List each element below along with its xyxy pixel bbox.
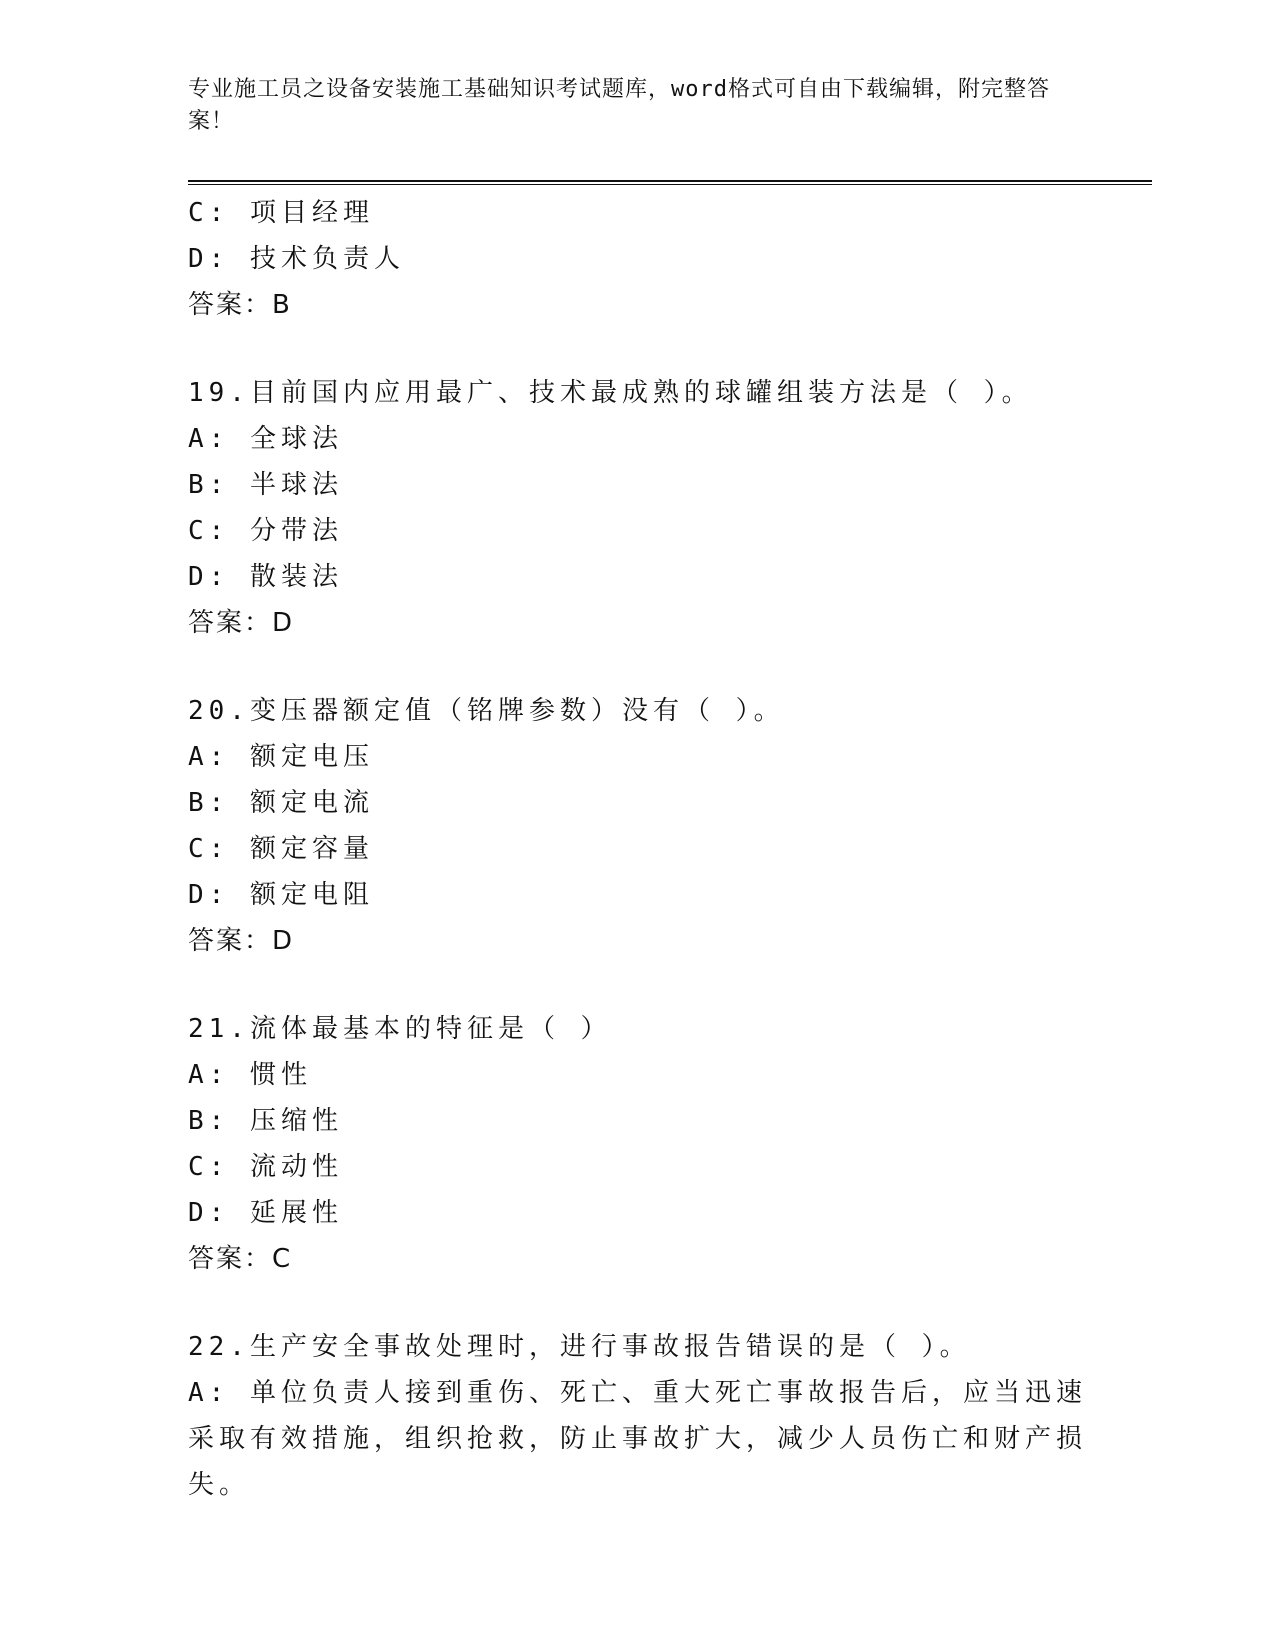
- option-d: D: 延展性: [188, 1198, 343, 1228]
- option-c: C: 流动性: [188, 1152, 343, 1182]
- question-stem: 21.流体最基本的特征是（ ）: [188, 1014, 612, 1044]
- option-b: B: 额定电流: [188, 788, 374, 818]
- answer-line: 答案：D: [188, 608, 295, 638]
- question-content: [188, 190, 1088, 1508]
- option-c: C: 额定容量: [188, 834, 374, 864]
- page-header: [188, 74, 1068, 138]
- answer-line: 答案：B: [188, 290, 292, 320]
- question-22: [188, 1324, 1088, 1508]
- question-19: [188, 370, 1088, 646]
- option-d: D: 技术负责人: [188, 244, 405, 274]
- question-20: [188, 688, 1088, 964]
- option-c: C: 分带法: [188, 516, 343, 546]
- option-a: A: 单位负责人接到重伤、死亡、重大死亡事故报告后，应当迅速采取有效措施，组织抢救，防止事故扩大，减少人员伤亡和财产损失。: [188, 1378, 1088, 1500]
- question-21: [188, 1006, 1088, 1282]
- option-a: A: 全球法: [188, 424, 343, 454]
- option-d: D: 额定电阻: [188, 880, 374, 910]
- question-stem: 20.变压器额定值（铭牌参数）没有（ ）。: [188, 696, 785, 726]
- header-rule-thick: [188, 180, 1152, 182]
- option-a: A: 惯性: [188, 1060, 312, 1090]
- header-rule-thin: [188, 184, 1152, 185]
- option-c: C: 项目经理: [188, 198, 374, 228]
- option-b: B: 压缩性: [188, 1106, 343, 1136]
- document-title: 专业施工员之设备安装施工基础知识考试题库，word格式可自由下载编辑，附完整答案！: [188, 77, 1050, 134]
- question-stem: 22.生产安全事故处理时，进行事故报告错误的是（ ）。: [188, 1332, 971, 1362]
- option-b: B: 半球法: [188, 470, 343, 500]
- option-a: A: 额定电压: [188, 742, 374, 772]
- answer-line: 答案：C: [188, 1244, 293, 1274]
- option-d: D: 散装法: [188, 562, 343, 592]
- answer-line: 答案：D: [188, 926, 295, 956]
- continued-question: [188, 190, 1088, 328]
- question-stem: 19.目前国内应用最广、技术最成熟的球罐组装方法是（ ）。: [188, 378, 1033, 408]
